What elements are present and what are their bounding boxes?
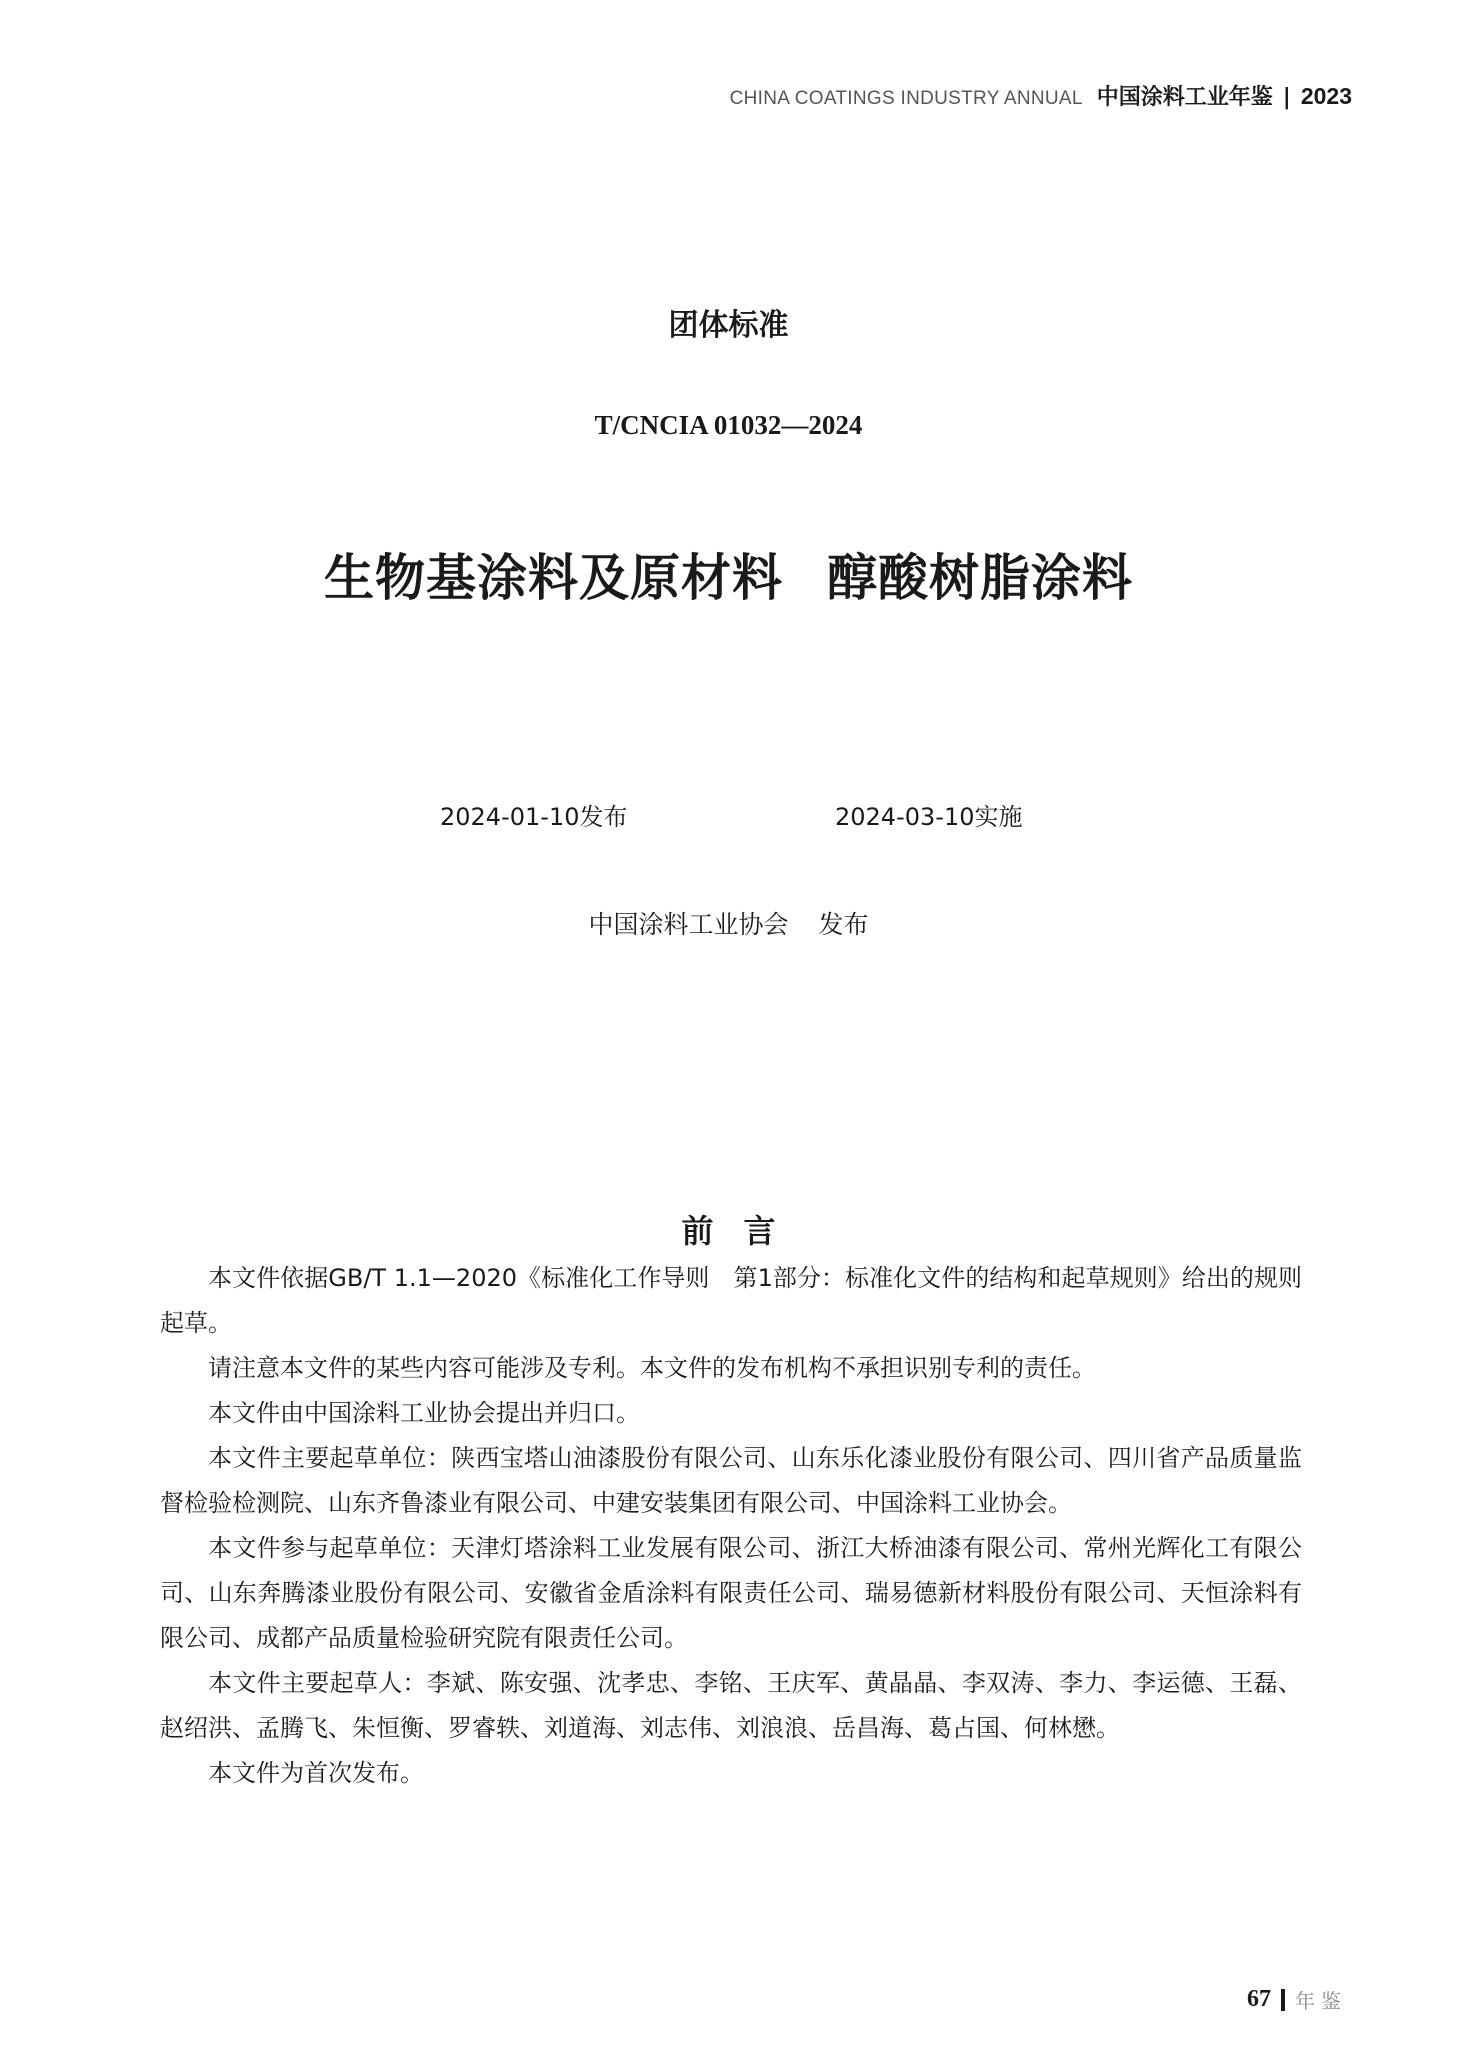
preface-paragraph: 本文件为首次发布。 [208, 1759, 424, 1787]
header-english-title: CHINA COATINGS INDUSTRY ANNUAL [729, 88, 1083, 109]
preface-paragraph: 请注意本文件的某些内容可能涉及专利。本文件的发布机构不承担识别专利的责任。 [208, 1354, 1096, 1382]
preface-paragraph: 本文件依据GB/T 1.1—2020《标准化工作导则 第1部分：标准化文件的结构和起草规则》给出的规则起草。 [160, 1264, 1302, 1337]
standard-code: T/CNCIA 01032—2024 [594, 410, 863, 440]
header-separator: | [1282, 85, 1291, 110]
preface-body [160, 1256, 1302, 1796]
preface-paragraph: 本文件主要起草单位：陕西宝塔山油漆股份有限公司、山东乐化漆业股份有限公司、四川省产品质量监督检验检测院、山东齐鲁漆业有限公司、中建安装集团有限公司、中国涂料工业协会。 [160, 1444, 1302, 1517]
publish-date: 2024-01-10发布 [440, 803, 628, 831]
page-number: 67 [1247, 1986, 1271, 2012]
preface-paragraph: 本文件由中国涂料工业协会提出并归口。 [208, 1399, 640, 1427]
standard-type: 团体标准 [668, 308, 789, 343]
standard-title-part2: 醇酸树脂涂料 [827, 548, 1133, 607]
header-chinese-title: 中国涂料工业年鉴 [1096, 85, 1273, 110]
issuer-action: 发布 [818, 910, 869, 939]
header-year: 2023 [1300, 83, 1352, 109]
implement-date: 2024-03-10实施 [835, 803, 1023, 831]
standard-title-part1: 生物基涂料及原材料 [324, 548, 783, 607]
preface-paragraph: 本文件主要起草人：李斌、陈安强、沈孝忠、李铭、王庆军、黄晶晶、李双涛、李力、李运德、王磊、赵绍洪、孟腾飞、朱恒衡、罗睿轶、刘道海、刘志伟、刘浪浪、岳昌海、葛占国、何林懋。 [160, 1669, 1302, 1742]
issuer-line [0, 905, 1457, 941]
footer-divider [1281, 1989, 1285, 2011]
page-footer [1247, 1985, 1347, 2014]
issuer-name: 中国涂料工业协会 [588, 910, 789, 939]
footer-label: 年鉴 [1295, 1989, 1347, 2013]
preface-title: 前言 [681, 1212, 806, 1250]
running-header [730, 80, 1352, 111]
preface-paragraph: 本文件参与起草单位：天津灯塔涂料工业发展有限公司、浙江大桥油漆有限公司、常州光辉化工有限公司、山东奔腾漆业股份有限公司、安徽省金盾涂料有限责任公司、瑞易德新材料股份有限公司、天恒涂料有限公司、成都产品质量检验研究院有限责任公司。 [160, 1534, 1302, 1652]
standard-title [0, 538, 1457, 610]
